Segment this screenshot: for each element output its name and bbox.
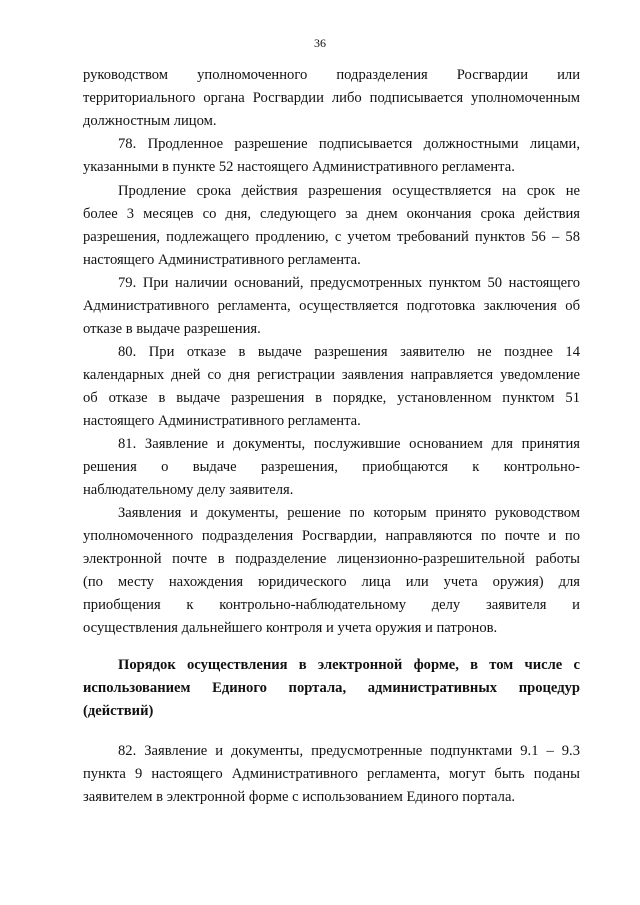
text-line: 80. При отказе в выдаче разрешения заявителю не позднее 14: [118, 344, 580, 360]
text-line: территориального органа Росгвардии либо подписывается уполномоченным: [83, 90, 580, 106]
text-line: осуществления дальнейшего контроля и учета оружия и патронов.: [83, 620, 498, 636]
section-heading: (действий): [83, 703, 154, 719]
text-line: (по месту нахождения юридического лица или учета оружия) для: [83, 574, 580, 590]
text-line: разрешения, подлежащего продлению, с учетом требований пунктов 56 – 58: [83, 229, 580, 245]
text-line: 81. Заявление и документы, послужившие основанием для принятия: [118, 436, 580, 452]
text-line: должностным лицом.: [83, 113, 217, 129]
text-line: руководством уполномоченного подразделения Росгвардии или: [83, 67, 580, 83]
text-line: календарных дней со дня регистрации заявления направляется уведомление: [83, 367, 580, 383]
text-line: Заявления и документы, решение по которым принято руководством: [118, 505, 580, 521]
text-line: указанными в пункте 52 настоящего Административного регламента.: [83, 159, 515, 175]
text-line: 78. Продленное разрешение подписывается должностными лицами,: [118, 136, 580, 152]
page-number: 36: [314, 36, 326, 50]
text-line: отказе в выдаче разрешения.: [83, 321, 261, 337]
text-line: уполномоченного подразделения Росгвардии, направляются по почте и по: [83, 528, 580, 544]
text-line: Продление срока действия разрешения осуществляется на срок не: [118, 183, 580, 199]
text-line: пункта 9 настоящего Административного регламента, могут быть поданы: [83, 766, 580, 782]
text-line: Административного регламента, осуществляется подготовка заключения об: [83, 298, 580, 314]
text-line: приобщения к контрольно-наблюдательному делу заявителя и: [83, 597, 580, 613]
text-line: электронной почте в подразделение лицензионно-разрешительной работы: [83, 551, 580, 567]
text-line: 82. Заявление и документы, предусмотренные подпунктами 9.1 – 9.3: [118, 743, 580, 759]
text-line: об отказе в выдаче разрешения в порядке, установленном пунктом 51: [83, 390, 580, 406]
text-line: решения о выдаче разрешения, приобщаются к контрольно-: [83, 459, 580, 475]
text-line: заявителем в электронной форме с использованием Единого портала.: [83, 789, 516, 805]
section-heading: использованием Единого портала, административных процедур: [83, 680, 580, 696]
text-line: наблюдательному делу заявителя.: [83, 482, 294, 498]
section-heading: Порядок осуществления в электронной форме, в том числе с: [118, 657, 580, 673]
text-line: более 3 месяцев со дня, следующего за днем окончания срока действия: [83, 206, 580, 222]
text-line: 79. При наличии оснований, предусмотренных пунктом 50 настоящего: [118, 275, 580, 291]
text-line: настоящего Административного регламента.: [83, 252, 361, 268]
text-line: настоящего Административного регламента.: [83, 413, 361, 429]
